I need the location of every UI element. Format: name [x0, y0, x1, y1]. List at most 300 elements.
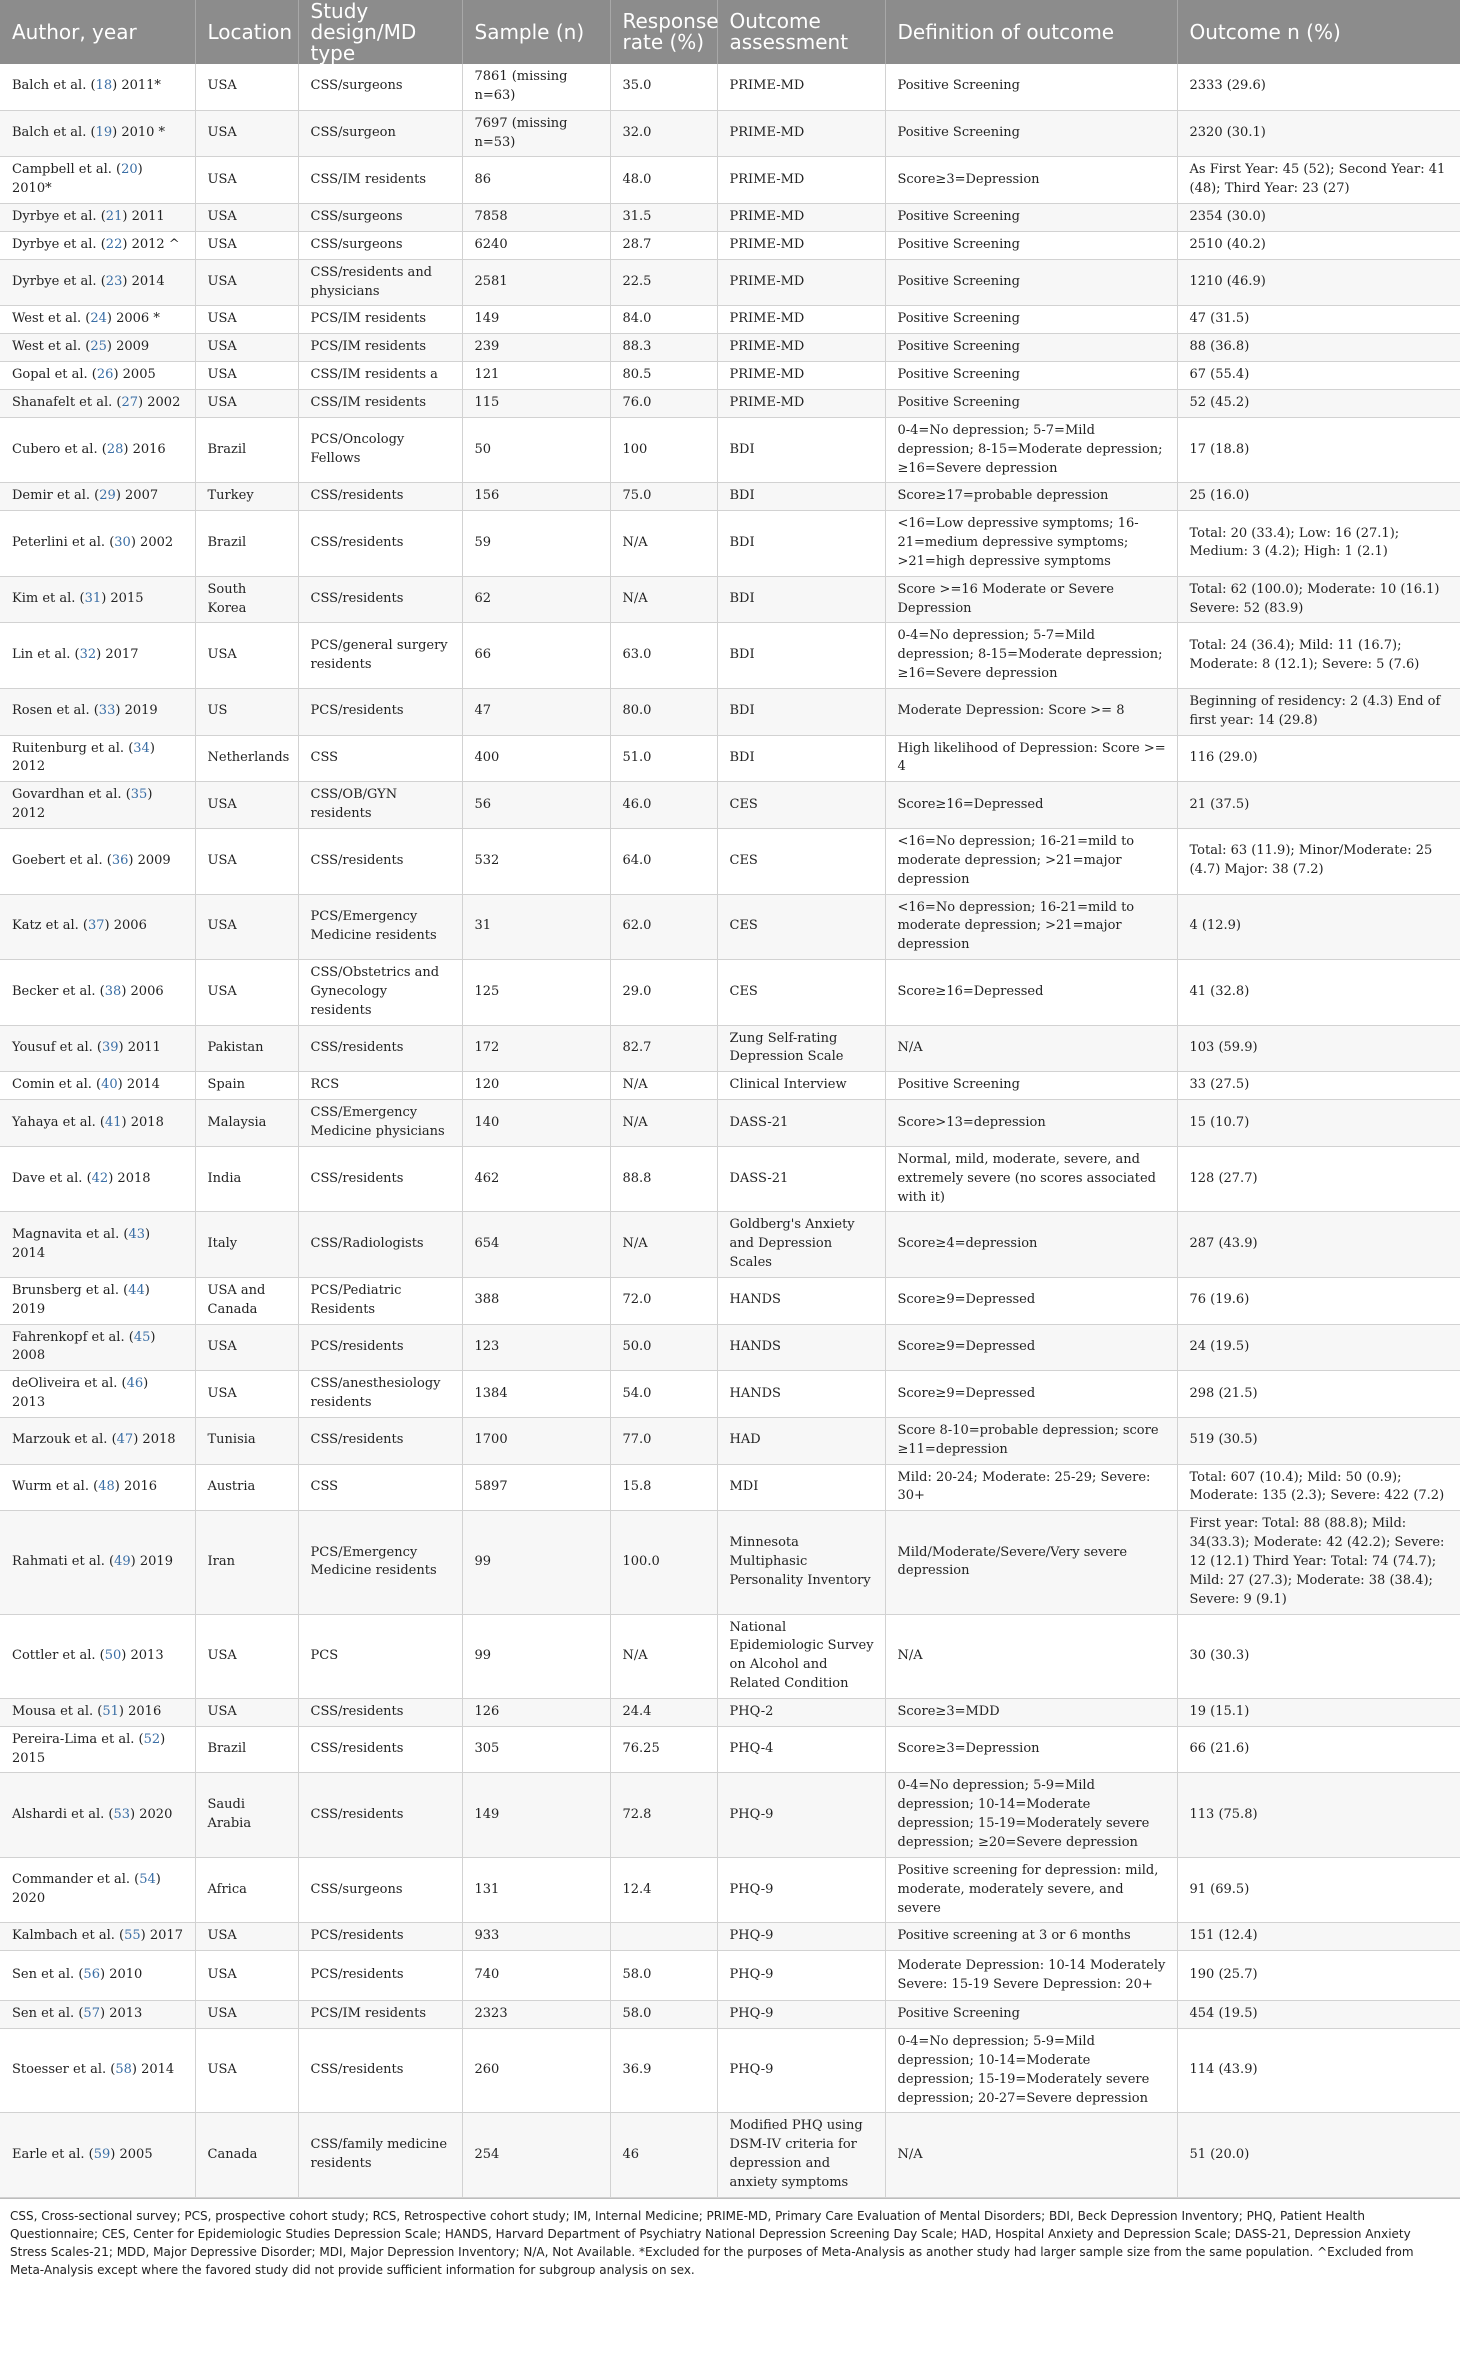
study-year: 2011: [131, 209, 165, 225]
cell-rate: 22.5: [610, 259, 717, 306]
author-name: Kim et al.: [12, 591, 76, 607]
cell-sample: 149: [462, 306, 610, 334]
reference-link[interactable]: 40: [101, 1077, 118, 1093]
cell-definition: Score≥9=Depressed: [885, 1371, 1177, 1418]
cell-author: Rosen et al. (33) 2019: [0, 688, 195, 735]
cell-design: CSS/Emergency Medicine physicians: [298, 1100, 462, 1147]
cell-sample: 2323: [462, 2001, 610, 2029]
cell-assessment: Goldberg's Anxiety and Depression Scales: [717, 1212, 885, 1278]
cell-author: Sen et al. (57) 2013: [0, 2001, 195, 2029]
cell-location: USA: [195, 623, 298, 689]
author-name: Rosen et al.: [12, 703, 90, 719]
cell-sample: 131: [462, 1857, 610, 1923]
cell-sample: 31: [462, 894, 610, 960]
reference-link[interactable]: 55: [124, 1928, 141, 1944]
study-year: 2016: [123, 1479, 158, 1495]
reference-link[interactable]: 24: [90, 311, 107, 327]
cell-definition: <16=Low depressive symptoms; 16-21=medium depressive symptoms; >21=high depressive symptoms: [885, 511, 1177, 577]
cell-location: Spain: [195, 1072, 298, 1100]
study-year: 2011: [127, 1040, 161, 1056]
cell-rate: 28.7: [610, 231, 717, 259]
table-header-row: [0, 0, 1460, 64]
table-row: [0, 829, 1460, 895]
reference-link[interactable]: 20: [121, 162, 138, 178]
reference-link[interactable]: 46: [126, 1376, 144, 1392]
cell-definition: Positive Screening: [885, 2001, 1177, 2029]
study-year: 2012: [12, 759, 46, 775]
table-row: [0, 623, 1460, 689]
author-name: Wurm et al.: [12, 1479, 89, 1495]
cell-design: CSS/residents: [298, 511, 462, 577]
cell-definition: Mild/Moderate/Severe/Very severe depression: [885, 1511, 1177, 1614]
author-name: Cottler et al.: [12, 1647, 96, 1663]
reference-link[interactable]: 34: [133, 740, 150, 756]
cell-definition: 0-4=No depression; 5-9=Mild depression; 10-14=Moderate depression; 15-19=Moderately severe depression; ≥20=Severe depression: [885, 1773, 1177, 1857]
cell-outcome: 2354 (30.0): [1177, 204, 1460, 232]
reference-link[interactable]: 57: [83, 2006, 100, 2022]
cell-assessment: BDI: [717, 623, 885, 689]
cell-assessment: PHQ-9: [717, 1857, 885, 1923]
cell-author: Ruitenburg et al. (34) 2012: [0, 735, 195, 782]
cell-definition: Score≥3=Depression: [885, 1726, 1177, 1773]
table-row: [0, 1773, 1460, 1857]
cell-sample: 156: [462, 483, 610, 511]
reference-link[interactable]: 39: [101, 1040, 119, 1056]
header-location: Location: [195, 0, 298, 64]
cell-sample: 1700: [462, 1417, 610, 1464]
author-name: Pereira-Lima et al.: [12, 1731, 135, 1747]
cell-outcome: 41 (32.8): [1177, 960, 1460, 1026]
study-year: 2014: [126, 1077, 160, 1093]
study-year: 2020: [12, 1891, 46, 1907]
cell-definition: <16=No depression; 16-21=mild to moderate depression; >21=major depression: [885, 829, 1177, 895]
cell-author: Demir et al. (29) 2007: [0, 483, 195, 511]
table-row: [0, 231, 1460, 259]
cell-location: USA: [195, 157, 298, 204]
reference-link[interactable]: 44: [128, 1282, 145, 1298]
cell-design: PCS/residents: [298, 1951, 462, 2001]
cell-outcome: 21 (37.5): [1177, 782, 1460, 829]
cell-sample: 59: [462, 511, 610, 577]
reference-link[interactable]: 38: [104, 983, 122, 999]
cell-assessment: BDI: [717, 576, 885, 623]
cell-design: CSS/residents: [298, 1773, 462, 1857]
cell-assessment: National Epidemiologic Survey on Alcohol and Related Condition: [717, 1614, 885, 1698]
cell-location: Tunisia: [195, 1417, 298, 1464]
cell-author: Gopal et al. (26) 2005: [0, 362, 195, 390]
reference-link[interactable]: 25: [90, 339, 107, 355]
study-year: 2006 *: [116, 311, 160, 327]
cell-author: Lin et al. (32) 2017: [0, 623, 195, 689]
cell-author: Pereira-Lima et al. (52) 2015: [0, 1726, 195, 1773]
cell-author: Magnavita et al. (43) 2014: [0, 1212, 195, 1278]
reference-link[interactable]: 35: [130, 787, 148, 803]
table-row: [0, 334, 1460, 362]
table-row: [0, 1212, 1460, 1278]
header-response-rate: Response rate (%): [610, 0, 717, 64]
cell-design: CSS/anesthesiology residents: [298, 1371, 462, 1418]
author-name: Earle et al.: [12, 2146, 85, 2162]
reference-link[interactable]: 43: [128, 1226, 145, 1242]
cell-assessment: PRIME-MD: [717, 389, 885, 417]
cell-sample: 7858: [462, 204, 610, 232]
cell-definition: Moderate Depression: 10-14 Moderately Severe: 15-19 Severe Depression: 20+: [885, 1951, 1177, 2001]
cell-definition: High likelihood of Depression: Score >= 4: [885, 735, 1177, 782]
cell-design: PCS/Pediatric Residents: [298, 1277, 462, 1324]
reference-link[interactable]: 28: [106, 441, 124, 457]
cell-location: Netherlands: [195, 735, 298, 782]
cell-outcome: 113 (75.8): [1177, 1773, 1460, 1857]
reference-link[interactable]: 48: [98, 1479, 115, 1495]
table-row: [0, 1857, 1460, 1923]
table-row: [0, 64, 1460, 110]
cell-rate: 64.0: [610, 829, 717, 895]
study-year: 2010 *: [121, 125, 166, 141]
cell-definition: Positive Screening: [885, 1072, 1177, 1100]
cell-definition: Score >=16 Moderate or Severe Depression: [885, 576, 1177, 623]
reference-link[interactable]: 49: [114, 1554, 131, 1569]
cell-author: Dyrbye et al. (23) 2014: [0, 259, 195, 306]
cell-rate: 46: [610, 2113, 717, 2197]
cell-definition: N/A: [885, 1614, 1177, 1698]
cell-location: USA: [195, 894, 298, 960]
cell-location: Brazil: [195, 511, 298, 577]
table-row: [0, 1923, 1460, 1951]
study-year: 2017: [105, 647, 139, 663]
cell-sample: 532: [462, 829, 610, 895]
table-row: [0, 417, 1460, 483]
study-year: 2018: [142, 1432, 176, 1448]
cell-definition: Score≥4=depression: [885, 1212, 1177, 1278]
cell-assessment: DASS-21: [717, 1100, 885, 1147]
cell-author: Wurm et al. (48) 2016: [0, 1464, 195, 1511]
study-year: 2016: [132, 441, 166, 457]
cell-outcome: 116 (29.0): [1177, 735, 1460, 782]
reference-link[interactable]: 37: [87, 918, 105, 934]
cell-sample: 400: [462, 735, 610, 782]
cell-definition: Score≥16=Depressed: [885, 782, 1177, 829]
cell-sample: 121: [462, 362, 610, 390]
cell-assessment: PRIME-MD: [717, 362, 885, 390]
cell-design: CSS/residents: [298, 1025, 462, 1072]
cell-design: PCS/IM residents: [298, 2001, 462, 2029]
study-year: 2017: [149, 1928, 183, 1944]
cell-rate: 80.0: [610, 688, 717, 735]
cell-design: CSS/IM residents: [298, 389, 462, 417]
cell-author: Kalmbach et al. (55) 2017: [0, 1923, 195, 1951]
cell-sample: 125: [462, 960, 610, 1026]
reference-link[interactable]: 36: [111, 852, 129, 868]
study-year: 2011*: [121, 78, 161, 94]
cell-design: PCS/Oncology Fellows: [298, 417, 462, 483]
cell-definition: Mild: 20-24; Moderate: 25-29; Severe: 30+: [885, 1464, 1177, 1511]
study-year: 2002: [140, 535, 174, 551]
study-year: 2015: [110, 591, 144, 607]
author-name: Fahrenkopf et al.: [12, 1329, 125, 1345]
cell-location: Canada: [195, 2113, 298, 2197]
cell-sample: 47: [462, 688, 610, 735]
header-author: Author, year: [0, 0, 195, 64]
cell-author: West et al. (24) 2006 *: [0, 306, 195, 334]
cell-rate: 77.0: [610, 1417, 717, 1464]
study-year: 2018: [117, 1170, 151, 1186]
cell-assessment: HAD: [717, 1417, 885, 1464]
cell-assessment: PRIME-MD: [717, 204, 885, 232]
reference-link[interactable]: 31: [84, 591, 102, 607]
header-definition: Definition of outcome: [885, 0, 1177, 64]
reference-link[interactable]: 27: [121, 394, 139, 410]
cell-location: USA and Canada: [195, 1277, 298, 1324]
reference-link[interactable]: 50: [104, 1647, 122, 1663]
cell-author: Dave et al. (42) 2018: [0, 1146, 195, 1212]
reference-link[interactable]: 30: [114, 535, 131, 551]
reference-link[interactable]: 18: [95, 78, 113, 94]
reference-link[interactable]: 51: [102, 1703, 119, 1719]
cell-outcome: 287 (43.9): [1177, 1212, 1460, 1278]
cell-definition: Positive Screening: [885, 362, 1177, 390]
table-row: [0, 1417, 1460, 1464]
cell-outcome: 88 (36.8): [1177, 334, 1460, 362]
cell-rate: 88.8: [610, 1146, 717, 1212]
study-year: 2008: [12, 1348, 46, 1364]
cell-assessment: MDI: [717, 1464, 885, 1511]
cell-location: Brazil: [195, 1726, 298, 1773]
reference-link[interactable]: 52: [143, 1731, 161, 1747]
cell-definition: Positive Screening: [885, 259, 1177, 306]
cell-assessment: PHQ-9: [717, 2001, 885, 2029]
cell-rate: 54.0: [610, 1371, 717, 1418]
table-row: [0, 389, 1460, 417]
author-name: Peterlini et al.: [12, 535, 106, 551]
study-year: 2005: [122, 367, 156, 383]
cell-sample: 7861 (missing n=63): [462, 64, 610, 110]
author-name: Becker et al.: [12, 983, 96, 999]
study-year: 2009: [116, 339, 150, 355]
cell-sample: 140: [462, 1100, 610, 1147]
cell-design: CSS/surgeons: [298, 1857, 462, 1923]
cell-location: Pakistan: [195, 1025, 298, 1072]
cell-outcome: 151 (12.4): [1177, 1923, 1460, 1951]
cell-definition: Positive Screening: [885, 306, 1177, 334]
table-row: [0, 1277, 1460, 1324]
reference-link[interactable]: 42: [91, 1170, 109, 1186]
cell-sample: 7697 (missing n=53): [462, 110, 610, 157]
author-name: Yousuf et al.: [12, 1040, 93, 1056]
table-row: [0, 576, 1460, 623]
cell-location: USA: [195, 1371, 298, 1418]
cell-assessment: BDI: [717, 511, 885, 577]
study-year: 2013: [12, 1395, 46, 1411]
cell-sample: 740: [462, 1951, 610, 2001]
cell-design: PCS/residents: [298, 1923, 462, 1951]
cell-rate: 76.25: [610, 1726, 717, 1773]
reference-link[interactable]: 58: [115, 2062, 132, 2078]
cell-design: CSS/surgeons: [298, 204, 462, 232]
cell-outcome: 24 (19.5): [1177, 1324, 1460, 1371]
cell-outcome: Total: 607 (10.4); Mild: 50 (0.9); Moderate: 135 (2.3); Severe: 422 (7.2): [1177, 1464, 1460, 1511]
table-row: [0, 1146, 1460, 1212]
table-row: [0, 1324, 1460, 1371]
cell-sample: 933: [462, 1923, 610, 1951]
author-name: Lin et al.: [12, 647, 71, 663]
cell-outcome: 76 (19.6): [1177, 1277, 1460, 1324]
cell-assessment: HANDS: [717, 1324, 885, 1371]
cell-author: Rahmati et al. (49) 2019: [0, 1511, 195, 1614]
cell-author: Balch et al. (19) 2010 *: [0, 110, 195, 157]
cell-author: Govardhan et al. (35) 2012: [0, 782, 195, 829]
cell-location: USA: [195, 1698, 298, 1726]
cell-outcome: Total: 20 (33.4); Low: 16 (27.1); Medium: 3 (4.2); High: 1 (2.1): [1177, 511, 1460, 577]
cell-assessment: BDI: [717, 417, 885, 483]
cell-sample: 115: [462, 389, 610, 417]
reference-link[interactable]: 19: [95, 125, 113, 141]
cell-assessment: CES: [717, 829, 885, 895]
table-row: [0, 960, 1460, 1026]
cell-location: Saudi Arabia: [195, 1773, 298, 1857]
cell-author: Kim et al. (31) 2015: [0, 576, 195, 623]
reference-link[interactable]: 29: [99, 488, 116, 504]
reference-link[interactable]: 47: [116, 1432, 134, 1448]
cell-sample: 56: [462, 782, 610, 829]
reference-link[interactable]: 41: [104, 1114, 122, 1130]
cell-rate: 63.0: [610, 623, 717, 689]
cell-assessment: BDI: [717, 483, 885, 511]
cell-rate: 72.8: [610, 1773, 717, 1857]
cell-design: CSS/surgeons: [298, 64, 462, 110]
table-row: [0, 2001, 1460, 2029]
reference-link[interactable]: 26: [96, 367, 114, 383]
cell-sample: 2581: [462, 259, 610, 306]
reference-link[interactable]: 54: [139, 1872, 156, 1888]
cell-design: CSS/Radiologists: [298, 1212, 462, 1278]
reference-link[interactable]: 53: [113, 1806, 131, 1822]
cell-definition: Score 8-10=probable depression; score ≥11=depression: [885, 1417, 1177, 1464]
reference-link[interactable]: 56: [83, 1967, 100, 1983]
cell-rate: 62.0: [610, 894, 717, 960]
cell-sample: 6240: [462, 231, 610, 259]
cell-rate: 15.8: [610, 1464, 717, 1511]
cell-author: Fahrenkopf et al. (45) 2008: [0, 1324, 195, 1371]
study-year: 2018: [130, 1114, 164, 1130]
cell-rate: 76.0: [610, 389, 717, 417]
cell-rate: 32.0: [610, 110, 717, 157]
cell-location: USA: [195, 110, 298, 157]
cell-sample: 62: [462, 576, 610, 623]
cell-assessment: PHQ-2: [717, 1698, 885, 1726]
cell-design: CSS/residents: [298, 1698, 462, 1726]
table-row: [0, 1951, 1460, 2001]
study-year: 2006: [113, 918, 147, 934]
cell-author: Shanafelt et al. (27) 2002: [0, 389, 195, 417]
cell-location: USA: [195, 362, 298, 390]
cell-rate: 100.0: [610, 1511, 717, 1614]
cell-outcome: Total: 24 (36.4); Mild: 11 (16.7); Moderate: 8 (12.1); Severe: 5 (7.6): [1177, 623, 1460, 689]
cell-outcome: 52 (45.2): [1177, 389, 1460, 417]
author-name: Shanafelt et al.: [12, 394, 113, 410]
cell-sample: 149: [462, 1773, 610, 1857]
cell-sample: 260: [462, 2029, 610, 2113]
cell-location: USA: [195, 306, 298, 334]
cell-outcome: 128 (27.7): [1177, 1146, 1460, 1212]
cell-sample: 1384: [462, 1371, 610, 1418]
table-row: [0, 110, 1460, 157]
cell-design: CSS/family medicine residents: [298, 2113, 462, 2197]
author-name: Dave et al.: [12, 1170, 83, 1186]
table-row: [0, 782, 1460, 829]
cell-outcome: 2510 (40.2): [1177, 231, 1460, 259]
cell-design: PCS/IM residents: [298, 334, 462, 362]
study-year: 2014: [141, 2062, 175, 2078]
author-name: deOliveira et al.: [12, 1376, 118, 1392]
cell-location: USA: [195, 389, 298, 417]
cell-location: USA: [195, 2001, 298, 2029]
header-outcome: Outcome n (%): [1189, 19, 1341, 44]
cell-design: PCS/residents: [298, 1324, 462, 1371]
author-name: Cubero et al.: [12, 441, 98, 457]
cell-design: CSS: [298, 1464, 462, 1511]
reference-link[interactable]: 59: [93, 2146, 111, 2162]
study-year: 2014: [131, 274, 165, 290]
table-row: [0, 1371, 1460, 1418]
cell-outcome: Total: 63 (11.9); Minor/Moderate: 25 (4.7) Major: 38 (7.2): [1177, 829, 1460, 895]
header-design: Study design/MD type: [298, 0, 462, 64]
cell-location: USA: [195, 1324, 298, 1371]
table-row: [0, 483, 1460, 511]
cell-outcome: 91 (69.5): [1177, 1857, 1460, 1923]
author-name: Balch et al.: [12, 125, 87, 141]
cell-outcome: 19 (15.1): [1177, 1698, 1460, 1726]
cell-outcome: 2320 (30.1): [1177, 110, 1460, 157]
reference-link[interactable]: 45: [133, 1329, 151, 1345]
study-year: 2015: [12, 1750, 46, 1766]
table-row: [0, 1072, 1460, 1100]
cell-location: Italy: [195, 1212, 298, 1278]
study-year: 2006: [130, 983, 164, 999]
cell-definition: Score≥17=probable depression: [885, 483, 1177, 511]
author-name: Sen et al.: [12, 2006, 75, 2022]
cell-definition: 0-4=No depression; 5-9=Mild depression; 10-14=Moderate depression; 15-19=Moderately severe depression; 20-27=Severe depression: [885, 2029, 1177, 2113]
author-name: Dyrbye et al.: [12, 274, 97, 290]
reference-link[interactable]: 23: [105, 274, 123, 290]
reference-link[interactable]: 21: [105, 209, 123, 225]
author-name: Sen et al.: [12, 1967, 75, 1983]
cell-author: Dyrbye et al. (21) 2011: [0, 204, 195, 232]
cell-outcome: As First Year: 45 (52); Second Year: 41 (48); Third Year: 23 (27): [1177, 157, 1460, 204]
author-name: Marzouk et al.: [12, 1432, 108, 1448]
cell-author: Cubero et al. (28) 2016: [0, 417, 195, 483]
table-row: [0, 735, 1460, 782]
reference-link[interactable]: 22: [105, 236, 123, 252]
cell-rate: N/A: [610, 576, 717, 623]
cell-assessment: Modified PHQ using DSM-IV criteria for depression and anxiety symptoms: [717, 2113, 885, 2197]
cell-outcome: 298 (21.5): [1177, 1371, 1460, 1418]
header-assessment: Outcome assessment: [717, 0, 885, 64]
reference-link[interactable]: 32: [79, 647, 97, 663]
author-name: Gopal et al.: [12, 367, 88, 383]
study-year: 2019: [139, 1554, 173, 1569]
cell-outcome: 454 (19.5): [1177, 2001, 1460, 2029]
cell-design: CSS/residents: [298, 483, 462, 511]
study-year: 2007: [125, 488, 159, 504]
cell-outcome: 103 (59.9): [1177, 1025, 1460, 1072]
reference-link[interactable]: 33: [98, 703, 116, 719]
cell-definition: 0-4=No depression; 5-7=Mild depression; 8-15=Moderate depression; ≥16=Severe depression: [885, 417, 1177, 483]
cell-design: RCS: [298, 1072, 462, 1100]
table-row: [0, 1614, 1460, 1698]
cell-outcome: 30 (30.3): [1177, 1614, 1460, 1698]
cell-sample: 239: [462, 334, 610, 362]
cell-location: Africa: [195, 1857, 298, 1923]
